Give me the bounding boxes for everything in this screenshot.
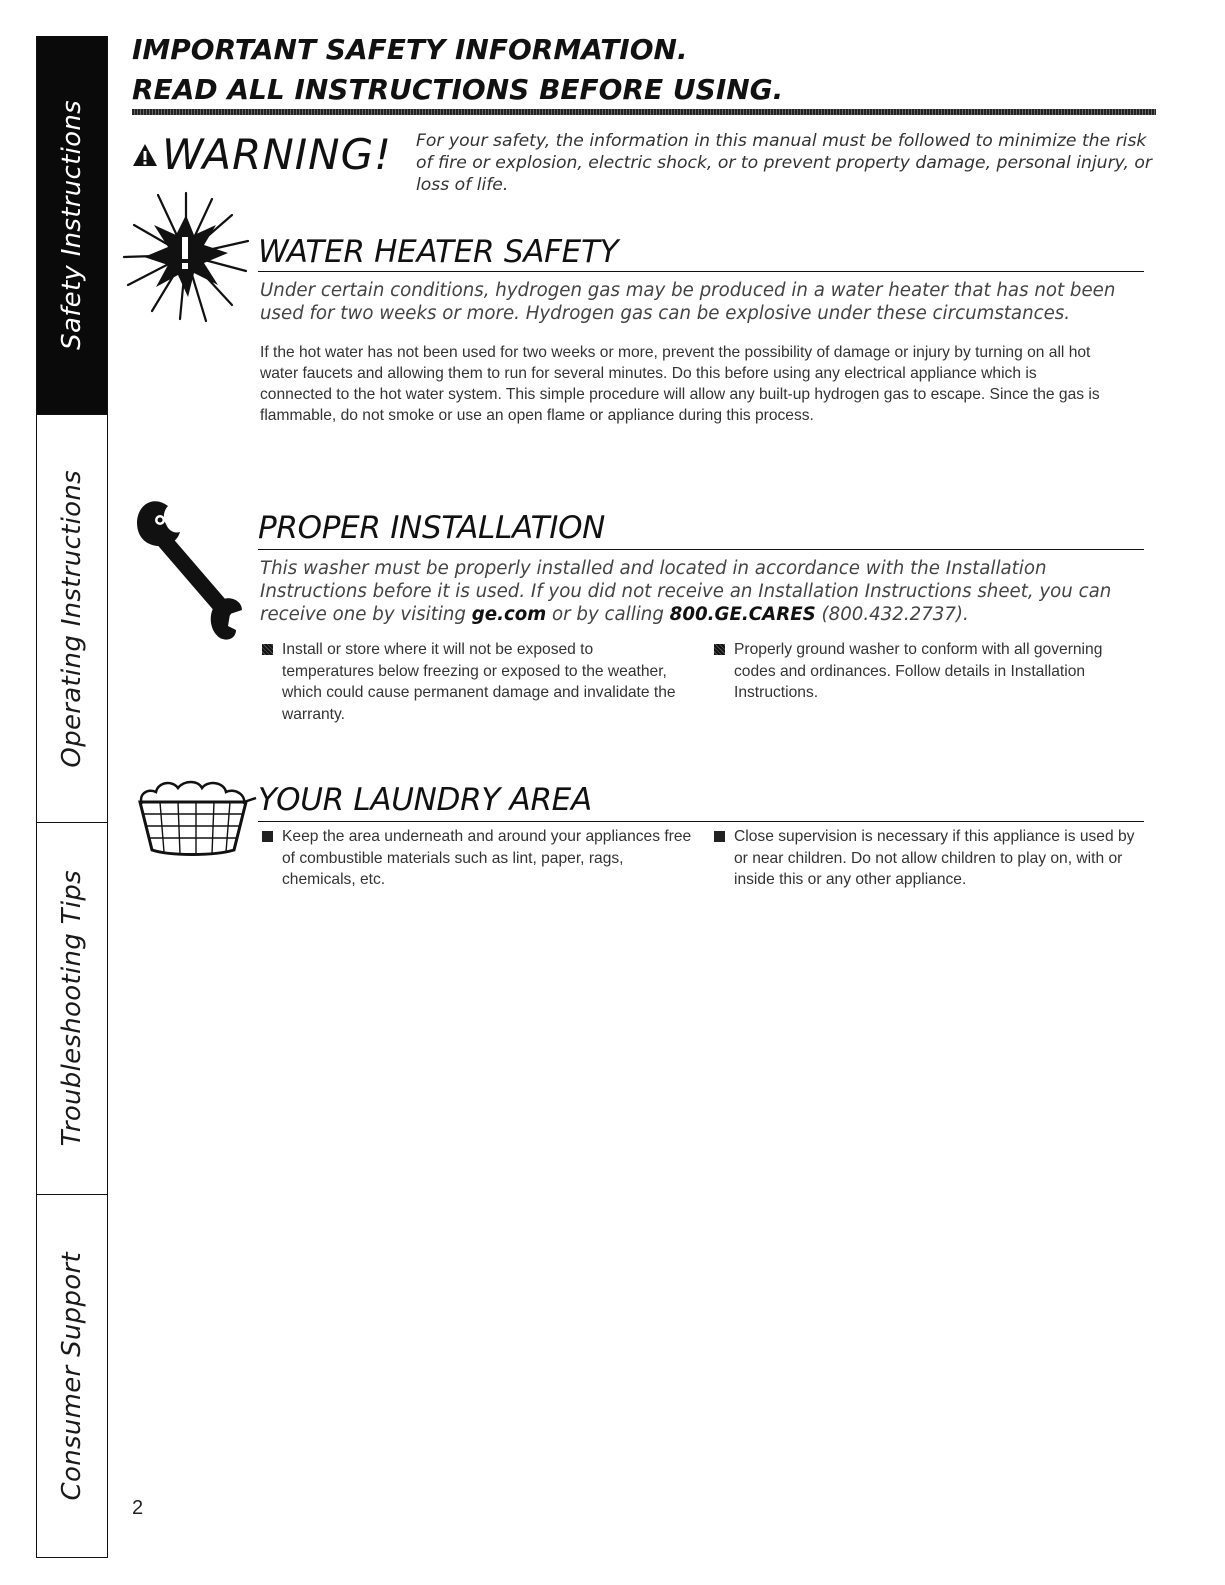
- page-heading: [132, 30, 1144, 110]
- bullet-text: Keep the area underneath and around your appliances free of combustible materials such as lint, paper, rags, chemicals, etc.: [282, 828, 692, 888]
- water-heater-body: If the hot water has not been used for two weeks or more, prevent the possibility of damage or injury by turning on all hot water faucets and allowing them to run for several minutes. Do this before using any electrical appliance which is connected to the hot water system. This simple procedure will allow any built-up hydrogen gas to escape. Since the gas is flammable, do not smoke or use an open flame or appliance during this process.: [260, 344, 1100, 424]
- section-divider: [258, 271, 1144, 272]
- bullet-text: Close supervision is necessary if this appliance is used by or near children. Do not allow children to play on, with or inside this or any other appliance.: [734, 828, 1135, 888]
- intro-text: or by calling: [546, 604, 670, 625]
- installation-intro: [260, 557, 1140, 626]
- wrench-icon: [132, 498, 252, 644]
- water-heater-intro: Under certain conditions, hydrogen gas may be produced in a water heater that has not been used for two weeks or more. Hydrogen gas can be explosive under these circumstances.: [260, 280, 1116, 324]
- water-heater-title: WATER HEATER SAFETY: [258, 234, 619, 270]
- bullet-text: Install or store where it will not be exposed to temperatures below freezing or exposed to the weather, which could cause permanent damage and invalidate the warranty.: [282, 641, 676, 723]
- list-item: [262, 639, 682, 725]
- heading-line-1: IMPORTANT SAFETY INFORMATION.: [132, 33, 688, 66]
- phone-number: 800.GE.CARES: [669, 604, 816, 625]
- warning-label: WARNING!: [162, 130, 392, 179]
- warning-text: For your safety, the information in this manual must be followed to minimize the risk of fire or explosion, electric shock, or to prevent property damage, personal injury, or loss of life.: [416, 131, 1152, 195]
- heading-line-2: READ ALL INSTRUCTIONS BEFORE USING.: [132, 73, 784, 106]
- list-item: [714, 639, 1134, 704]
- phone-numeric: (800.432.2737).: [815, 604, 969, 625]
- laundry-basket-icon: [134, 778, 264, 858]
- intro-text: This washer must be properly installed and located in accordance with the Installation Instructions before it is used. If you did not receive an Installation Instructions sheet, you can receive one by visiting: [260, 558, 1112, 625]
- website-link[interactable]: ge.com: [471, 604, 547, 625]
- tab-troubleshooting-tips[interactable]: [37, 822, 107, 1194]
- tab-consumer-support[interactable]: [37, 1194, 107, 1558]
- page-number: 2: [132, 1497, 144, 1519]
- tab-safety-instructions[interactable]: [37, 36, 107, 414]
- tab-label: Safety Instructions: [57, 100, 87, 350]
- bullet-square-icon: [714, 644, 725, 655]
- section-divider: [258, 821, 1144, 822]
- bullet-text: Properly ground washer to conform with all governing codes and ordinances. Follow details in Installation Instructions.: [734, 641, 1103, 701]
- list-item: [262, 826, 692, 891]
- explosion-icon: [120, 185, 256, 325]
- bullet-square-icon: [714, 831, 725, 842]
- header-divider: [132, 109, 1156, 115]
- installation-title: PROPER INSTALLATION: [258, 510, 606, 546]
- tab-operating-instructions[interactable]: [37, 414, 107, 822]
- laundry-title: YOUR LAUNDRY AREA: [258, 782, 592, 818]
- tab-label: Operating Instructions: [57, 469, 87, 768]
- tab-label: Troubleshooting Tips: [57, 870, 87, 1147]
- list-item: [714, 826, 1144, 891]
- tab-label: Consumer Support: [57, 1252, 87, 1501]
- bullet-square-icon: [262, 644, 273, 655]
- bullet-square-icon: [262, 831, 273, 842]
- warning-triangle-icon: [132, 143, 158, 167]
- side-tabs: [36, 36, 108, 1558]
- section-divider: [258, 549, 1144, 550]
- warning-title: [132, 130, 392, 179]
